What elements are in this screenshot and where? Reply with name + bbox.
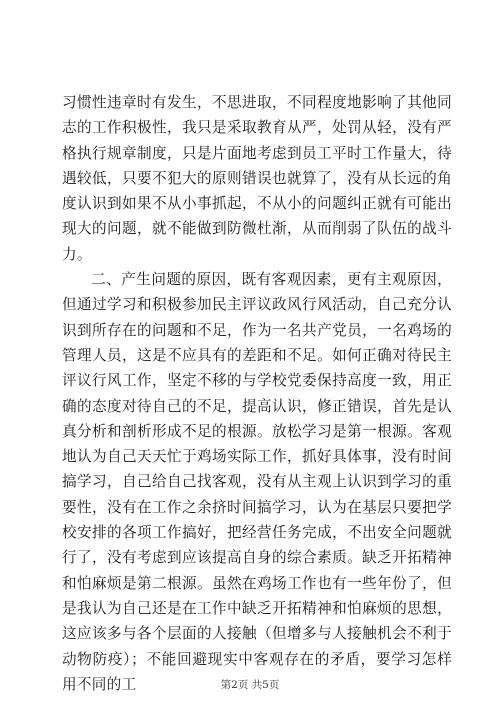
body-text — [62, 90, 452, 697]
paragraph-continuation: 习惯性违章时有发生，不思进取，不同程度地影响了其他同志的工作积极性，我只是采取教育从严，处罚从轻，没有严格执行规章制度，只是片面地考虑到员工平时工作量大，待遇较低，只要不犯大的原则错误也就算了，没有从长远的角度认识到如果不从小事抓起，不从小的问题纠正就有可能出现大的问题，就不能做到防微杜渐，从而削弱了队伍的战斗力。 — [62, 94, 452, 263]
page-footer: 第2页 共5页 — [220, 679, 280, 691]
paragraph-causes: 二、产生问题的原因，既有客观因素，更有主观原因，但通过学习和积极参加民主评议政风行风活动，自己充分认识到所存在的问题和不足，作为一名共产党员，一名鸡场的管理人员，这是不应具有的差距和不足。如何正确对待民主评议行风工作，坚定不移的与学校党委保持高度一致，用正确的态度对待自己的不足，提高认识，修正错误，首先是认真分析和剖析形成不足的根源。放松学习是第一根源。客观地认为自己天天忙于鸡场实际工作，抓好具体事，没有时间搞学习，自己给自己找客观，没有从主观上认识到学习的重要性，没有在工作之余挤时间搞学习，认为在基层只要把学校安排的各项工作搞好，把经营任务完成，不出安全问题就行了，没有考虑到应该提高自身的综合素质。缺乏开拓精神和怕麻烦是第二根源。虽然在鸡场工作也有一些年份了，但是我认为自己还是在工作中缺乏开拓精神和怕麻烦的思想，这应该多与各个层面的人接触（但增多与人接触机会不利于动物防疫）；不能回避现实中客观存在的矛盾，要学习怎样用不同的工 — [62, 271, 452, 693]
